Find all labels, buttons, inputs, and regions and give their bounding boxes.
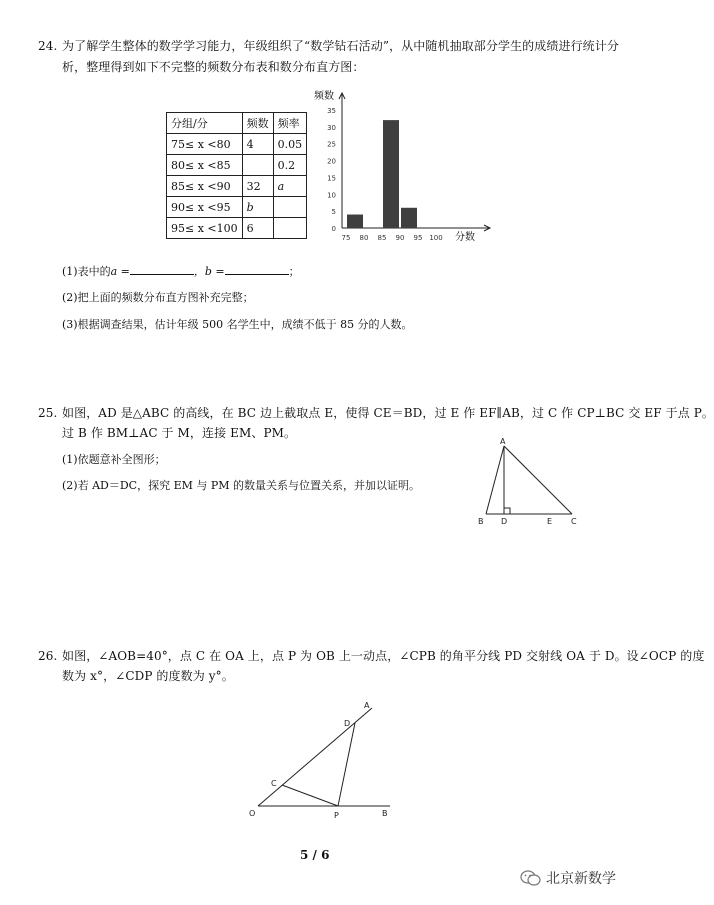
table-cell: 32 (242, 176, 273, 197)
q24-line2: 析，整理得到如下不完整的频数分布表和数分布直方图： (62, 60, 365, 74)
label-e: E (547, 517, 553, 526)
ray-oa (258, 708, 372, 806)
table-cell: 80≤ x <85 (167, 155, 243, 176)
q25-line1: 如图，AD 是△ABC 的高线，在 BC 边上截取点 E，使得 CE＝BD，过 E 作 EF∥AB，过 C 作 CP⊥BC 交 EF 于点 P。 (62, 406, 714, 420)
answer-blank-b[interactable] (225, 262, 289, 275)
table-cell: 95≤ x <100 (167, 218, 243, 239)
q24-line1: 为了解学生整体的数学学习能力，年级组织了“数学钻石活动”，从中随机抽取部分学生的成绩进行统计分 (62, 39, 619, 53)
q24-sub1-end: ； (288, 265, 300, 278)
histogram-bar (383, 120, 399, 228)
q25-line2: 过 B 作 BM⊥AC 于 M，连接 EM、PM。 (62, 426, 297, 440)
q26-number: 26. (38, 649, 58, 663)
q24-sub1-prefix: (1)表中的 (62, 265, 111, 278)
watermark (520, 868, 616, 888)
page-number: 5 / 6 (300, 848, 330, 862)
triangle-abc-figure (470, 434, 586, 530)
table-cell: 4 (242, 134, 273, 155)
x-tick-label: 75 (341, 234, 351, 242)
q25-sub2: (2)若 AD＝DC，探究 EM 与 PM 的数量关系与位置关系，并加以证明。 (62, 479, 421, 492)
table-header-row (167, 113, 307, 134)
table-header-cell: 频率 (273, 113, 307, 134)
wechat-icon (520, 869, 542, 887)
label-b: B (382, 809, 388, 818)
table-cell (242, 155, 273, 176)
q26-line2: 数为 x°，∠CDP 的度数为 y°。 (62, 669, 234, 683)
table-cell: 6 (242, 218, 273, 239)
table-cell: a (273, 176, 307, 197)
y-tick-label: 10 (327, 191, 336, 200)
label-a: A (364, 701, 370, 710)
table-row (167, 134, 307, 155)
watermark-text: 北京新数学 (546, 871, 616, 887)
x-tick-label: 80 (359, 234, 369, 242)
segment-ab (486, 446, 504, 514)
table-cell: 90≤ x <95 (167, 197, 243, 218)
q24-sub1-a-label: a = (110, 265, 130, 278)
x-tick-label: 85 (377, 234, 387, 242)
y-tick-label: 15 (327, 174, 336, 183)
q26-line1: 如图，∠AOB=40°，点 C 在 OA 上，点 P 为 OB 上一动点，∠CPB 的角平分线 PD 交射线 OA 于 D。设∠OCP 的度 (62, 649, 705, 663)
q25-number: 25. (38, 406, 58, 420)
y-tick-label: 35 (327, 107, 336, 115)
segment-ac (504, 446, 572, 514)
y-tick-label: 5 (331, 208, 336, 217)
q24-sub1-b-label: ，b = (193, 265, 225, 278)
histogram-bars (347, 120, 417, 228)
y-tick-label: 20 (327, 157, 336, 166)
histogram-bar (347, 215, 363, 228)
y-tick-label: 25 (327, 140, 336, 149)
label-d: D (501, 517, 508, 526)
label-c: C (271, 779, 277, 788)
label-p: P (334, 811, 339, 820)
frequency-histogram (300, 88, 490, 248)
q24-sub1 (62, 262, 300, 281)
y-axis-label: 频数 (314, 91, 334, 102)
label-a: A (500, 437, 506, 446)
y-tick-label: 0 (331, 225, 336, 233)
label-c: C (571, 517, 577, 526)
table-row (167, 218, 307, 239)
right-angle-mark (504, 508, 510, 514)
label-b: B (478, 517, 484, 526)
table-row (167, 197, 307, 218)
answer-blank-a[interactable] (130, 262, 194, 275)
x-axis-label: 分数 (455, 232, 475, 243)
table-cell: 85≤ x <90 (167, 176, 243, 197)
label-o: O (249, 809, 256, 818)
table-header-cell: 分组/分 (167, 113, 243, 134)
table-cell: 0.2 (273, 155, 307, 176)
q24-sub2: (2)把上面的频数分布直方图补充完整； (62, 291, 254, 304)
segment-cp (282, 785, 338, 806)
table-row (167, 155, 307, 176)
frequency-table (166, 112, 307, 239)
q24-number: 24. (38, 39, 58, 53)
x-tick-label: 95 (413, 234, 423, 242)
table-row (167, 176, 307, 197)
table-cell: b (242, 197, 273, 218)
table-header-cell: 频数 (242, 113, 273, 134)
x-tick-label: 100 (429, 234, 443, 242)
table-cell: 0.05 (273, 134, 307, 155)
angle-aob-figure (240, 696, 400, 824)
q24-sub3: (3)根据调查结果，估计年级 500 名学生中，成绩不低于 85 分的人数。 (62, 318, 413, 331)
histogram-bar (401, 208, 417, 228)
y-tick-label: 30 (327, 123, 336, 132)
q25-sub1: (1)依题意补全图形； (62, 453, 166, 466)
label-d: D (344, 719, 351, 728)
x-tick-label: 90 (395, 234, 405, 242)
table-cell: 75≤ x <80 (167, 134, 243, 155)
